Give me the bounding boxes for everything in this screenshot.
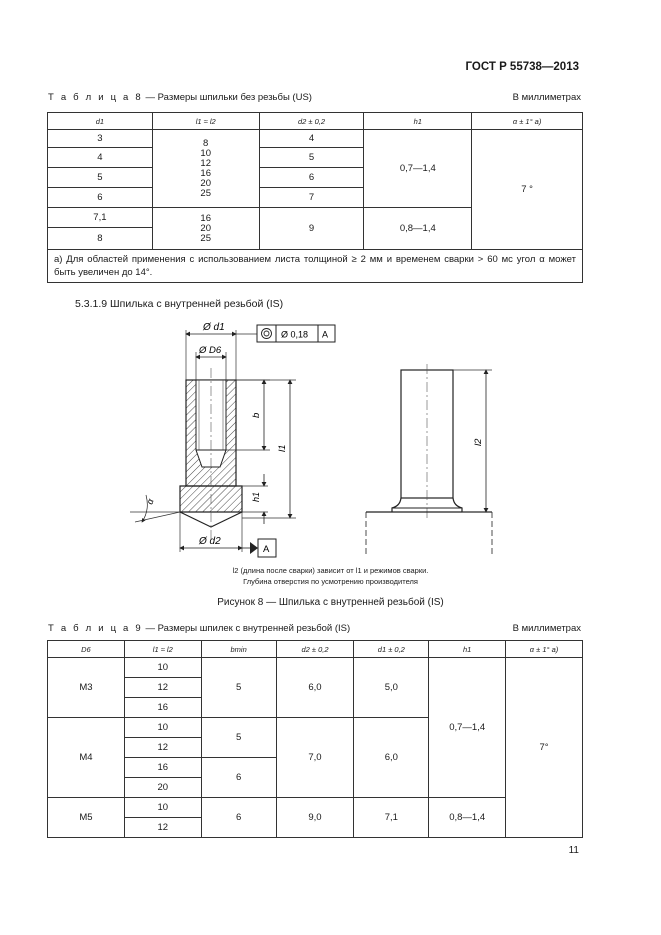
tolerance-value: Ø 0,18 bbox=[281, 329, 309, 340]
label-b: b bbox=[251, 412, 262, 418]
table8-cell-alpha: 7 ° bbox=[472, 130, 583, 250]
table8 bbox=[47, 112, 583, 283]
table8-header-l: l1 ≈ l2 bbox=[152, 113, 259, 130]
stud-welded-view bbox=[366, 364, 492, 554]
table9-cell: M3 bbox=[48, 658, 125, 718]
page-number: 11 bbox=[568, 845, 579, 856]
table9-cell: 10 bbox=[124, 658, 201, 678]
figure-note-1: l2 (длина после сварки) зависит от l1 и режимов сварки. bbox=[232, 566, 429, 575]
table9-caption-text: — Размеры шпилек с внутренней резьбой (IS) bbox=[142, 623, 351, 634]
table9-cell: 16 bbox=[124, 758, 201, 778]
table9-cell: 12 bbox=[124, 818, 201, 838]
table9-cell: 0,7—1,4 bbox=[429, 658, 506, 798]
figure-note-2: Глубина отверстия по усмотрению производителя bbox=[243, 577, 418, 586]
tolerance-datum: A bbox=[322, 329, 329, 340]
table8-cell: 6 bbox=[48, 188, 153, 208]
table9-cell: 5,0 bbox=[354, 658, 429, 718]
table8-cell: 7,1 bbox=[48, 208, 153, 228]
table9-cell: M4 bbox=[48, 718, 125, 798]
table9-units: В миллиметрах bbox=[512, 623, 581, 634]
table8-caption-text: — Размеры шпильки без резьбы (US) bbox=[142, 92, 312, 103]
table8-cell: 20 bbox=[200, 222, 211, 234]
table9-cell: 5 bbox=[201, 718, 276, 758]
table9-cell: 16 bbox=[124, 698, 201, 718]
table9-cell: M5 bbox=[48, 798, 125, 838]
figure-8-drawing bbox=[0, 310, 661, 570]
table8-cell: 5 bbox=[259, 148, 364, 168]
table8-footnote: а) Для областей применения с использованием листа толщиной ≥ 2 мм и временем сварки > 60 мс угол α может быть увеличен до 14°. bbox=[48, 250, 583, 283]
tolerance-frame bbox=[257, 325, 335, 342]
table8-caption-prefix: Т а б л и ц а 8 bbox=[48, 92, 143, 103]
table9-cell: 7,1 bbox=[354, 798, 429, 838]
table9-cell: 6,0 bbox=[354, 718, 429, 798]
section-title: 5.3.1.9 Шпилька с внутренней резьбой (IS) bbox=[75, 298, 284, 310]
table8-cell: 16 bbox=[200, 212, 211, 224]
label-d1: Ø d1 bbox=[203, 322, 225, 333]
datum-letter: A bbox=[263, 544, 270, 555]
table8-cell: 8 bbox=[203, 137, 209, 149]
table9-cell: 10 bbox=[124, 798, 201, 818]
table9-cell: 6 bbox=[201, 758, 276, 798]
table9-caption bbox=[48, 623, 350, 634]
standard-number: ГОСТ Р 55738—2013 bbox=[465, 61, 579, 73]
table8-cell: 16 bbox=[200, 167, 211, 179]
table9-header-l: l1 ≈ l2 bbox=[124, 641, 201, 658]
label-l1: l1 bbox=[277, 444, 288, 452]
table9-header-b: bmin bbox=[201, 641, 276, 658]
table9-cell: 7,0 bbox=[276, 718, 354, 798]
table8-units: В миллиметрах bbox=[512, 92, 581, 103]
table8-cell-l-group1 bbox=[152, 130, 259, 208]
table8-cell: 4 bbox=[48, 148, 153, 168]
table8-header-h1: h1 bbox=[364, 113, 472, 130]
label-d2: Ø d2 bbox=[199, 536, 221, 547]
table8-cell-l-group2 bbox=[152, 208, 259, 250]
datum-triangle-icon bbox=[250, 542, 258, 554]
table8-cell: 10 bbox=[200, 147, 211, 159]
table8-header-d1: d1 bbox=[48, 113, 153, 130]
table8-caption bbox=[48, 92, 312, 103]
table8-cell: 4 bbox=[259, 130, 364, 148]
table9-header-D6: D6 bbox=[48, 641, 125, 658]
table8-cell: 8 bbox=[48, 228, 153, 250]
table8-cell: 12 bbox=[200, 157, 211, 169]
table9-header-h1: h1 bbox=[429, 641, 506, 658]
table9-cell: 12 bbox=[124, 738, 201, 758]
table8-cell: 3 bbox=[48, 130, 153, 148]
table9-cell: 6 bbox=[201, 798, 276, 838]
table8-cell: 0,8—1,4 bbox=[364, 208, 472, 250]
label-alpha: α bbox=[144, 497, 156, 506]
table9 bbox=[47, 640, 583, 838]
table8-cell: 25 bbox=[200, 232, 211, 244]
label-h1: h1 bbox=[251, 491, 261, 502]
stud-section-view bbox=[180, 368, 242, 540]
table9-cell: 10 bbox=[124, 718, 201, 738]
table9-cell: 9,0 bbox=[276, 798, 354, 838]
table9-cell: 20 bbox=[124, 778, 201, 798]
table8-cell: 20 bbox=[200, 177, 211, 189]
table9-cell: 5 bbox=[201, 658, 276, 718]
figure-caption: Рисунок 8 — Шпилька с внутренней резьбой (IS) bbox=[217, 597, 444, 608]
table9-caption-prefix: Т а б л и ц а 9 bbox=[48, 623, 143, 634]
table9-cell: 12 bbox=[124, 678, 201, 698]
table8-cell: 6 bbox=[259, 168, 364, 188]
table8-cell: 9 bbox=[259, 208, 364, 250]
table9-cell-alpha: 7° bbox=[506, 658, 583, 838]
label-D6: Ø D6 bbox=[199, 345, 222, 356]
table8-cell: 5 bbox=[48, 168, 153, 188]
table9-header-d2: d2 ± 0,2 bbox=[276, 641, 354, 658]
table9-header-d1: d1 ± 0,2 bbox=[354, 641, 429, 658]
table9-header-alpha: α ± 1° а) bbox=[506, 641, 583, 658]
table8-cell: 7 bbox=[259, 188, 364, 208]
table9-cell: 0,8—1,4 bbox=[429, 798, 506, 838]
table8-header-alpha: α ± 1° а) bbox=[472, 113, 583, 130]
label-l2: l2 bbox=[473, 438, 484, 446]
table8-cell: 25 bbox=[200, 187, 211, 199]
table9-cell: 6,0 bbox=[276, 658, 354, 718]
table8-header-d2: d2 ± 0,2 bbox=[259, 113, 364, 130]
table8-cell: 0,7—1,4 bbox=[364, 130, 472, 208]
